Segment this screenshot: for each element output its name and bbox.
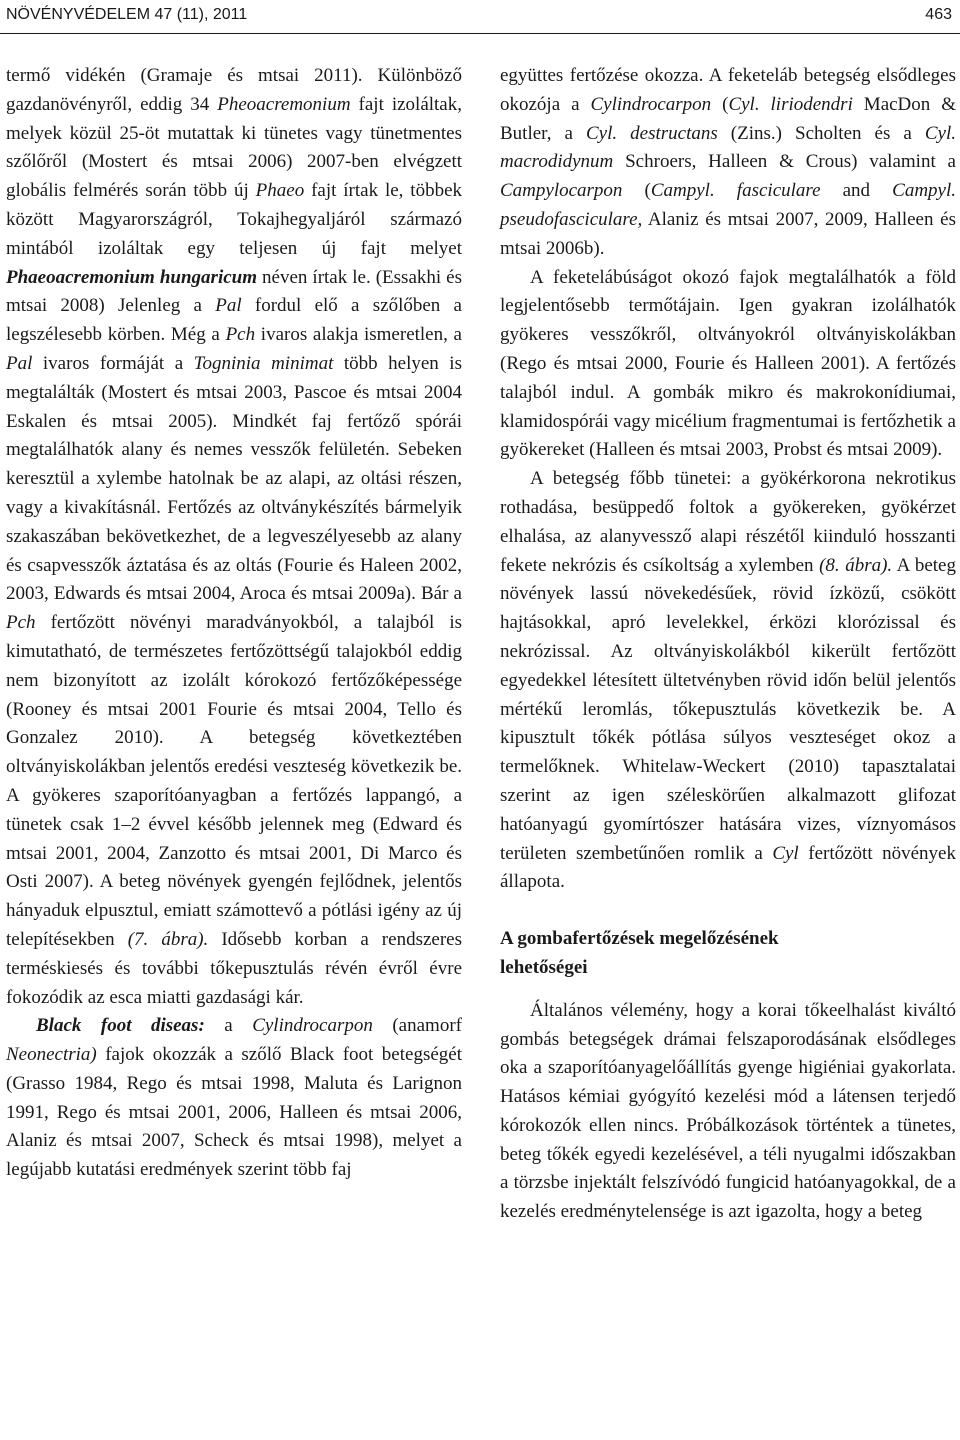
right-paragraph-3: A betegség főbb tünetei: a gyökérkorona nekrotikus rothadása, besüppedő foltok a gyökereken, gyökérzet elhalása, az alanyvessző alapi részétől kiinduló hosszanti fekete nekrózis és csíkoltság a xylemben (8. ábra). A beteg növények lassú növekedésűek, rövid ízközű, csökött hajtásokkal, apró levelekkel, érközi klorózissal és nekrózissal. Az oltványiskolákból kikerült fertőzött egyedekkel létesített ültetvényben rövid időn belül jelentős mértékű leromlás, tőkepusztulás következik be. A kipusztult tőkék pótlása súlyos veszteséget okoz a termelőknek. Whitelaw-Weckert (2010) tapasztalatai szerint az igen széleskörűen alkalmazott glifozat hatóanyagú gyomírtószer hatására vizes, víznyomásos területen szembetűnően romlik a Cyl fertőzött növények állapota. <box>500 468 956 893</box>
left-paragraph-black-foot: Black foot diseas: a Cylindrocarpon (anamorf Neonectria) fajok okozzák a szőlő Black foot betegségét (Grasso 1984, Rego és mtsai 1998, Maluta és Larignon 1991, Rego és mtsai 2001, 2006, Halleen és mtsai 2006, Alaniz és mtsai 2007, Scheck és mtsai 1998), melyet a legújabb kutatási eredmények szerint több faj <box>6 1015 462 1181</box>
header-rule <box>0 33 960 34</box>
page-number: 463 <box>925 6 952 23</box>
right-column <box>500 62 956 1227</box>
page-header <box>0 0 960 34</box>
section-heading: A gombafertőzések megelőzésének lehetőségei <box>500 928 779 978</box>
journal-title: NÖVÉNYVÉDELEM 47 (11), 2011 <box>6 6 248 23</box>
left-paragraph-1: termő vidékén (Gramaje és mtsai 2011). Különböző gazdanövényről, eddig 34 Pheoacremonium fajt izoláltak, melyek közül 25-öt mutattak ki tünetes vagy tünetmentes szőlőről (Mostert és mtsai 2006) 2007-ben elvégzett globális felmérés során több új Phaeo fajt írtak le, többek között Magyarországról, Tokajhegyaljáról származó mintából izoláltak egy teljesen új fajt melyet Phaeoacremonium hungaricum néven írtak le. (Essakhi és mtsai 2008) Jelenleg a Pal fordul elő a szőlőben a legszélesebb körben. Még a Pch ivaros alakja ismeretlen, a Pal ivaros formáját a Togninia minimat több helyen is megtalálták (Mostert és mtsai 2003, Pascoe és mtsai 2004 Eskalen és mtsai 2005). Mindkét faj fertőző spórái megtalálhatók alany és nemes vesszők felületén. Sebeken keresztül a xylembe hatolnak be az alapi, az oltási részen, vagy a kivakításnál. Fertőzés az oltványkészítés bármelyik szakaszában bekövetkezhet, de a legveszélyesebb az alany és csapvesszők áztatása és az oltás (Fourie és Haleen 2002, 2003, Edwards és mtsai 2004, Aroca és mtsai 2009a). Bár a Pch fertőzött növényi maradványokból, a talajból is kimutatható, de természetes fertőzöttségű talajokból eddig nem bizonyított az izolált kórokozó fertőzőképessége (Rooney és mtsai 2001 Fourie és mtsai 2004, Tello és Gonzalez 2010). A betegség következtében oltványiskolákban jelentős eredési veszteség következik be. A gyökeres szaporítóanyagban a fertőzés lappangó, a tünetek csak 1–2 évvel később jelennek meg (Edward és mtsai 2001, 2004, Zanzotto és mtsai 2001, Di Marco és Osti 2007). A beteg növények gyengén fejlődnek, jelentős hányaduk elpusztul, emiatt számottevő a pótlási igény az új telepítésekben (7. ábra). Idősebb korban a rendszeres terméskiesés és további tőkepusztulás révén évről évre fokozódik az esca miatti gazdasági kár. <box>6 65 463 1008</box>
right-paragraph-4: Általános vélemény, hogy a korai tőkeelhalást kiváltó gombás betegségek drámai felszaporodásának elsődleges oka a szaporítóanyagelőállítás gyenge higiéniai gyakorlata. Hatásos kémiai gyógyító kezelési mód a látensen terjedő kórokozók ellen nincs. Próbálkozások történtek a tünetes, beteg tőkék egyedi kezelésével, a téli nyugalmi időszakban a törzsbe injektált felszívódó fungicid hatóanyagokkal, de a kezelés eredménytelensége is azt igazolta, hogy a beteg <box>500 999 956 1223</box>
right-paragraph-1: együttes fertőzése okozza. A feketeláb betegség elsődleges okozója a Cylindrocarpon (Cyl. liriodendri MacDon & Butler, a Cyl. destructans (Zins.) Scholten és a Cyl. macrodidynum Schroers, Halleen & Crous) valamint a Campylocarpon (Campyl. fasciculare and Campyl. pseudofasciculare, Alaniz és mtsai 2007, 2009, Halleen és mtsai 2006b). <box>500 65 957 259</box>
left-column <box>6 62 462 1185</box>
right-paragraph-2: A feketelábúságot okozó fajok megtalálhatók a föld legjelentősebb termőtájain. Igen gyakran izolálhatók gyökeres vesszőkről, oltványokról oltványiskolákban (Rego és mtsai 2000, Fourie és Halleen 2001). A fertőzés talajból indul. A gombák mikro és makrokonídiumai, klamidospórái vagy micélium fragmentumai is fertőzhetik a gyökereket (Halleen és mtsai 2003, Probst és mtsai 2009). <box>500 266 956 461</box>
